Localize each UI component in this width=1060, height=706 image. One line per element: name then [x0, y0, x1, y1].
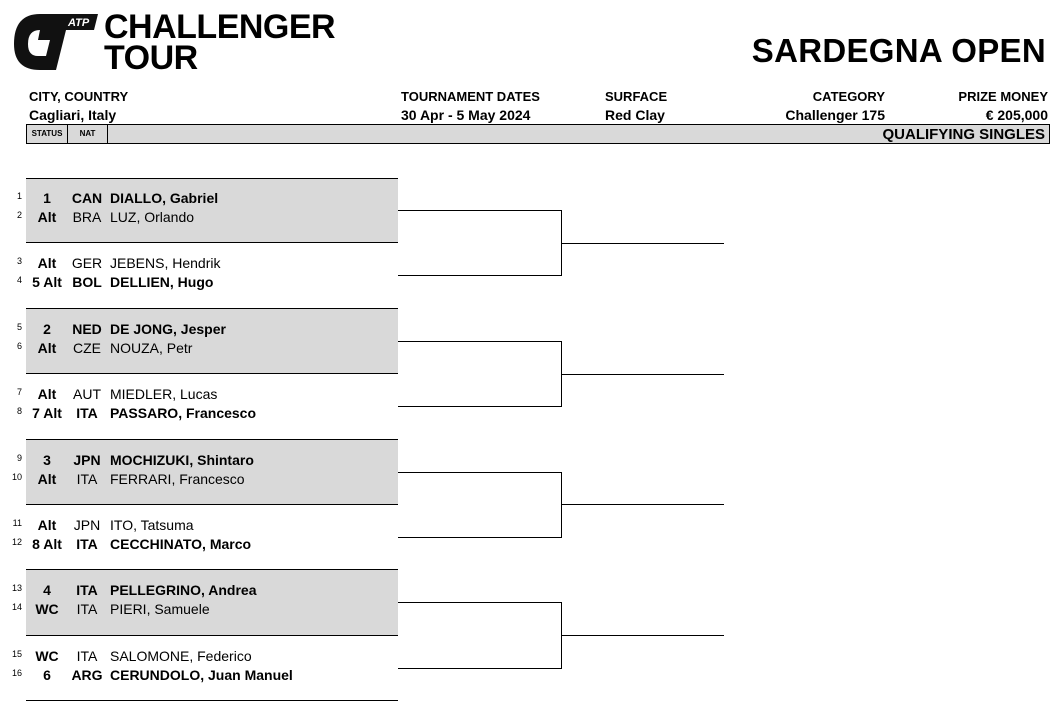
player-status: 4 — [43, 582, 51, 599]
player-status: 3 — [43, 451, 51, 468]
player-nat: ARG — [71, 666, 103, 683]
player-status: Alt — [37, 209, 57, 225]
player-row — [16, 338, 398, 358]
bracket-line — [398, 668, 562, 669]
player-status: WC — [35, 647, 59, 664]
player-name: FERRARI, Francesco — [110, 470, 245, 487]
block-divider — [26, 569, 398, 570]
atp-logo-icon — [6, 10, 106, 76]
player-nat: CZE — [73, 339, 101, 356]
player-name: DELLIEN, Hugo — [110, 274, 214, 291]
draw-position: 5 — [16, 321, 22, 332]
player-name: PASSARO, Francesco — [110, 405, 257, 422]
player-row — [16, 272, 398, 292]
player-row — [12, 646, 398, 666]
city-value: Cagliari, Italy — [29, 107, 117, 123]
player-status: 7 Alt — [32, 405, 62, 422]
bracket-line — [398, 472, 562, 473]
bracket-line — [398, 537, 562, 538]
status-column-header: STATUS — [27, 125, 68, 143]
player-nat: ITA — [76, 470, 98, 487]
prize-label: PRIZE MONEY — [958, 89, 1048, 104]
player-nat: JPN — [73, 451, 101, 468]
dates-value: 30 Apr - 5 May 2024 — [401, 107, 531, 123]
draw-block — [12, 505, 398, 570]
draw-block — [12, 440, 398, 505]
player-nat: BOL — [72, 274, 102, 291]
player-row — [12, 534, 398, 554]
player-name: SALOMONE, Federico — [110, 647, 252, 664]
player-name: PIERI, Samuele — [110, 601, 210, 618]
bracket-winner-line — [561, 243, 724, 244]
block-divider — [26, 504, 398, 505]
player-row — [16, 384, 398, 404]
atp-challenger-logo — [6, 8, 336, 77]
draw-header-bar — [26, 124, 1050, 144]
player-row — [16, 450, 398, 470]
player-status: 6 — [43, 666, 51, 683]
player-status: WC — [35, 601, 59, 618]
draw-position: 2 — [16, 210, 22, 220]
draw-position: 3 — [16, 256, 22, 267]
player-row — [12, 469, 398, 489]
player-name: PELLEGRINO, Andrea — [110, 582, 257, 599]
player-status: 1 — [43, 190, 51, 206]
player-nat: ITA — [76, 601, 98, 618]
draw-position: 14 — [12, 602, 23, 613]
block-divider — [26, 373, 398, 374]
bracket-line — [561, 472, 562, 538]
draw-position: 7 — [16, 387, 22, 398]
svg-text:ATP: ATP — [68, 17, 90, 29]
draw-position: 11 — [12, 518, 22, 528]
player-row — [12, 515, 398, 535]
draw-position: 9 — [16, 452, 22, 463]
draw-position: 6 — [16, 340, 22, 351]
draw-position: 16 — [12, 667, 23, 678]
draw-position: 8 — [16, 406, 22, 417]
player-status: 5 Alt — [32, 274, 62, 291]
player-nat: ITA — [76, 536, 98, 552]
city-label: CITY, COUNTRY — [29, 89, 129, 104]
player-row — [16, 403, 398, 423]
draw-position: 10 — [12, 471, 23, 482]
player-name: JEBENS, Hendrik — [110, 255, 221, 272]
bracket-line — [398, 341, 562, 342]
bracket-line — [561, 602, 562, 668]
surface-label: SURFACE — [605, 89, 668, 104]
player-nat: ITA — [76, 405, 98, 422]
category-value: Challenger 175 — [785, 107, 885, 123]
player-status: Alt — [37, 517, 57, 533]
block-divider — [26, 439, 398, 440]
bracket-line — [398, 406, 562, 407]
player-row — [16, 188, 398, 208]
block-divider — [26, 308, 398, 309]
draw-position: 1 — [16, 191, 22, 201]
draw-position: 13 — [12, 583, 23, 594]
surface-value: Red Clay — [605, 107, 665, 123]
player-status: 2 — [43, 320, 51, 337]
player-row — [12, 665, 398, 685]
bracket-winner-line — [561, 635, 724, 636]
draw-position: 15 — [12, 648, 23, 659]
player-name: DIALLO, Gabriel — [110, 190, 219, 206]
player-nat: NED — [72, 320, 102, 337]
player-name: DE JONG, Jesper — [110, 320, 226, 337]
block-divider — [26, 635, 398, 636]
player-row — [16, 319, 398, 339]
player-nat: BRA — [72, 209, 102, 225]
draw-position: 12 — [12, 537, 23, 547]
player-nat: ITA — [76, 582, 98, 599]
block-divider — [26, 242, 398, 243]
player-name: LUZ, Orlando — [110, 209, 195, 225]
draw-block — [16, 374, 398, 439]
bracket-line — [398, 602, 562, 603]
player-status: Alt — [37, 386, 57, 403]
player-row — [16, 253, 398, 273]
bracket-line — [561, 210, 562, 276]
block-divider — [26, 178, 398, 179]
player-nat: CAN — [71, 190, 103, 206]
player-nat: ITA — [76, 647, 98, 664]
player-row — [12, 580, 398, 600]
player-status: Alt — [37, 339, 57, 356]
category-label: CATEGORY — [812, 89, 885, 104]
bracket-line — [398, 275, 562, 276]
player-name: ITO, Tatsuma — [110, 517, 194, 533]
player-nat: AUT — [73, 386, 101, 403]
player-name: CECCHINATO, Marco — [110, 536, 252, 552]
player-row — [12, 599, 398, 619]
dates-label: TOURNAMENT DATES — [401, 89, 540, 104]
draw-block — [16, 309, 398, 374]
prize-value: € 205,000 — [985, 107, 1048, 123]
draw-title: QUALIFYING SINGLES — [882, 126, 1045, 143]
player-row — [16, 207, 398, 227]
player-name: MIEDLER, Lucas — [110, 386, 218, 403]
player-nat: GER — [71, 255, 103, 272]
bracket-line — [398, 210, 562, 211]
player-name: MOCHIZUKI, Shintaro — [110, 451, 254, 468]
player-status: Alt — [37, 255, 57, 272]
player-name: NOUZA, Petr — [110, 339, 193, 356]
tournament-name: SARDEGNA OPEN — [751, 32, 1046, 69]
player-status: 8 Alt — [32, 536, 62, 552]
bracket-winner-line — [561, 504, 724, 505]
draw-block — [12, 570, 398, 635]
nat-column-header: NAT — [68, 125, 108, 143]
bracket-winner-line — [561, 374, 724, 375]
brand-wordmark — [104, 8, 336, 77]
brand-line-1: CHALLENGER — [104, 8, 336, 46]
brand-line-2: TOUR — [104, 39, 198, 77]
draw-position: 4 — [16, 275, 22, 286]
bracket-line — [561, 341, 562, 407]
draw-block — [16, 178, 398, 243]
player-status: Alt — [37, 470, 57, 487]
draw-block — [16, 243, 398, 308]
player-name: CERUNDOLO, Juan Manuel — [110, 666, 293, 683]
draw-block — [12, 636, 398, 701]
block-divider — [26, 700, 398, 701]
player-nat: JPN — [73, 517, 101, 533]
